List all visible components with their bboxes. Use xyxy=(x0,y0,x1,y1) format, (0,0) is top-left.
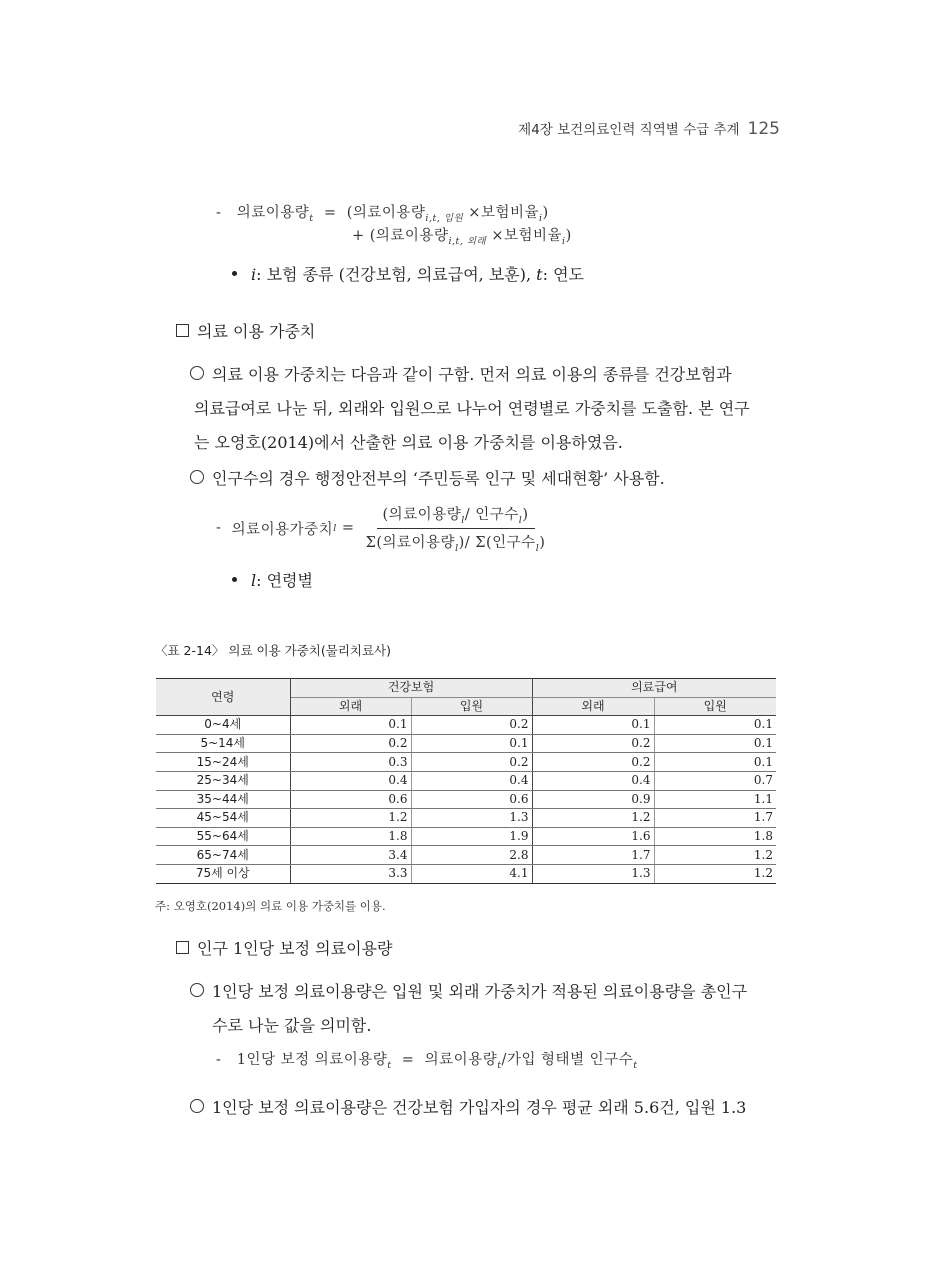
table-row xyxy=(156,734,776,753)
paragraph-per-capita-result: 1인당 보정 의료이용량은 건강보험 가입자의 경우 평균 외래 5.6건, 입원 1.3 xyxy=(190,1091,746,1125)
value-cell: 0.1 xyxy=(654,753,776,772)
value-cell: 0.1 xyxy=(654,716,776,735)
value-cell: 0.2 xyxy=(532,753,654,772)
age-cell: 5~14세 xyxy=(156,734,290,753)
age-cell: 65~74세 xyxy=(156,846,290,865)
table-row xyxy=(156,846,776,865)
formula-lhs: 의료이용량 xyxy=(236,205,310,221)
age-cell: 0~4세 xyxy=(156,716,290,735)
header-health-insurance: 건강보험 xyxy=(290,679,532,698)
header-age: 연령 xyxy=(156,679,290,716)
value-cell: 0.4 xyxy=(411,771,532,790)
value-cell: 1.2 xyxy=(654,846,776,865)
age-cell: 35~44세 xyxy=(156,790,290,809)
fraction-numerator: (의료이용량$_l$/ 인구수$_l$) xyxy=(377,503,535,529)
header-inpatient: 입원 xyxy=(654,697,776,716)
age-cell: 55~64세 xyxy=(156,827,290,846)
header-medical-aid: 의료급여 xyxy=(532,679,776,698)
formula-equals: = xyxy=(341,520,355,537)
fraction-denominator: Σ(의료이용량$_l$)/ Σ(인구수$_l$) xyxy=(365,534,546,554)
formula-dash: - xyxy=(216,205,222,221)
value-cell: 2.8 xyxy=(411,846,532,865)
circle-bullet-icon xyxy=(190,366,204,380)
value-cell: 3.3 xyxy=(290,864,411,883)
section-title-weights: 의료 이용 가중치 xyxy=(176,315,315,349)
value-cell: 0.9 xyxy=(532,790,654,809)
value-cell: 0.4 xyxy=(532,771,654,790)
formula-plus: + xyxy=(352,228,365,244)
section-title-per-capita: 인구 1인당 보정 의료이용량 xyxy=(176,932,392,966)
running-header xyxy=(518,118,780,139)
header-outpatient: 외래 xyxy=(290,697,411,716)
formula-equals: = xyxy=(401,1052,415,1068)
value-cell: 1.2 xyxy=(532,809,654,828)
value-cell: 1.8 xyxy=(290,827,411,846)
value-cell: 0.2 xyxy=(532,734,654,753)
value-cell: 1.6 xyxy=(532,827,654,846)
age-cell: 25~34세 xyxy=(156,771,290,790)
circle-bullet-icon xyxy=(190,470,204,484)
value-cell: 1.2 xyxy=(290,809,411,828)
formula-weight: - 의료이용가중치 l = $\frac{(의료이용량_l/ 인구수_l)}{\Sigma(의료이용량_l)/ \Sigma(인구수_l)}$ xyxy=(216,503,551,554)
bullet-dot-icon xyxy=(232,271,237,276)
table-row xyxy=(156,790,776,809)
bullet-dot-icon xyxy=(232,577,237,582)
formula-lhs: 의료이용가중치 xyxy=(231,521,334,538)
age-cell: 15~24세 xyxy=(156,753,290,772)
table-row xyxy=(156,827,776,846)
value-cell: 0.1 xyxy=(290,716,411,735)
circle-bullet-icon xyxy=(190,1099,204,1113)
formula-per-capita: - 1인당 보정 의료이용량$_t$ = 의료이용량$_t$/가입 형태별 인구수$_t$ xyxy=(216,1052,638,1071)
square-bullet-icon xyxy=(176,324,189,337)
paragraph-weights-description: 의료 이용 가중치는 다음과 같이 구함. 먼저 의료 이용의 종류를 건강보험과 의료급여로 나눈 뒤, 외래와 입원으로 나누어 연령별로 가중치를 도출함. 본 연구 는 오영호(2014)에서 산출한 의료 이용 가중치를 이용하였음. xyxy=(190,358,790,460)
value-cell: 0.3 xyxy=(290,753,411,772)
value-cell: 1.1 xyxy=(654,790,776,809)
age-cell: 45~54세 xyxy=(156,809,290,828)
value-cell: 1.8 xyxy=(654,827,776,846)
chapter-title: 제4장 보건의료인력 직역별 수급 추계 xyxy=(518,122,740,138)
square-bullet-icon xyxy=(176,941,189,954)
value-cell: 0.1 xyxy=(411,734,532,753)
value-cell: 0.6 xyxy=(411,790,532,809)
formula-dash: - xyxy=(216,520,222,537)
value-cell: 4.1 xyxy=(411,864,532,883)
header-inpatient: 입원 xyxy=(411,697,532,716)
header-outpatient: 외래 xyxy=(532,697,654,716)
formula-equals: = xyxy=(323,205,337,221)
value-cell: 0.2 xyxy=(411,716,532,735)
age-cell: 75세 이상 xyxy=(156,864,290,883)
value-cell: 0.1 xyxy=(654,734,776,753)
table-note: 주: 오영호(2014)의 의료 이용 가중치를 이용. xyxy=(155,899,386,913)
weights-table xyxy=(156,678,776,884)
circle-bullet-icon xyxy=(190,983,204,997)
value-cell: 0.4 xyxy=(290,771,411,790)
table-caption: 〈표 2-14〉 의료 이용 가중치(물리치료사) xyxy=(155,643,391,658)
formula-lhs: 1인당 보정 의료이용량 xyxy=(236,1052,388,1068)
table-row xyxy=(156,716,776,735)
value-cell: 0.2 xyxy=(411,753,532,772)
value-cell: 0.1 xyxy=(532,716,654,735)
table-row xyxy=(156,809,776,828)
formula-utilization-line2: + (의료이용량$_{i,t, 외래}$ ×보험비율$_i$) xyxy=(352,228,572,247)
value-cell: 0.2 xyxy=(290,734,411,753)
formula-term: (의료이용량 xyxy=(346,205,426,221)
value-cell: 1.3 xyxy=(411,809,532,828)
value-cell: 1.2 xyxy=(654,864,776,883)
table-row xyxy=(156,864,776,883)
paragraph-per-capita-definition: 1인당 보정 의료이용량은 입원 및 외래 가중치가 적용된 의료이용량을 총인구 수로 나눈 값을 의미함. xyxy=(190,975,790,1043)
value-cell: 1.7 xyxy=(654,809,776,828)
bullet-variable-definition: i: 보험 종류 (건강보험, 의료급여, 보훈), t: 연도 xyxy=(232,258,584,292)
formula-term: (의료이용량 xyxy=(369,228,449,244)
formula-fraction xyxy=(360,503,552,554)
formula-dash: - xyxy=(216,1052,222,1068)
page-number: 125 xyxy=(747,119,780,139)
value-cell: 1.9 xyxy=(411,827,532,846)
table-row xyxy=(156,771,776,790)
value-cell: 3.4 xyxy=(290,846,411,865)
table-row xyxy=(156,753,776,772)
formula-utilization-line1: - 의료이용량$_t$ = (의료이용량$_{i,t, 입원}$ ×보험비율$_i$) xyxy=(216,205,549,224)
paragraph-population-source: 인구수의 경우 행정안전부의 ‘주민등록 인구 및 세대현황’ 사용함. xyxy=(190,462,665,496)
value-cell: 1.3 xyxy=(532,864,654,883)
value-cell: 0.6 xyxy=(290,790,411,809)
value-cell: 0.7 xyxy=(654,771,776,790)
bullet-age-definition: l: 연령별 xyxy=(232,564,313,598)
value-cell: 1.7 xyxy=(532,846,654,865)
